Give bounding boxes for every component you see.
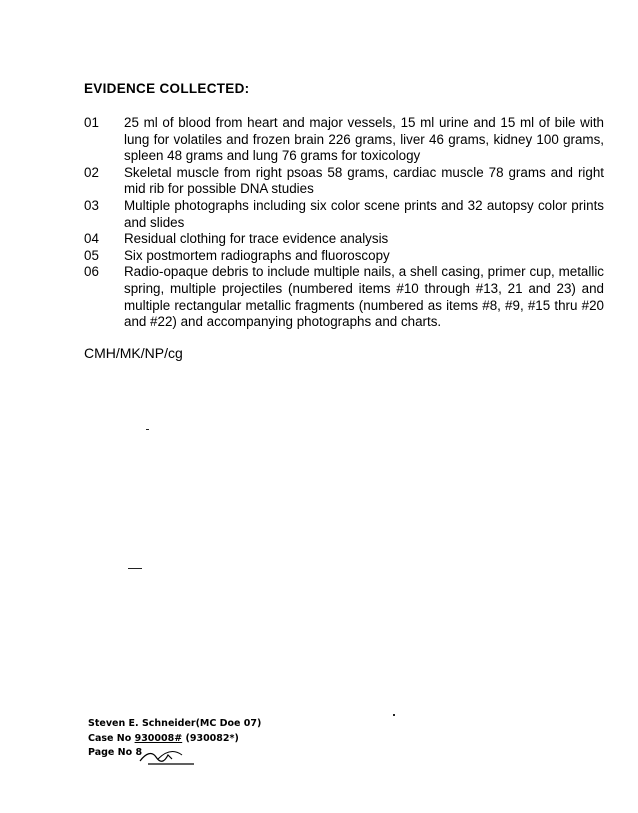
evidence-item (84, 248, 604, 265)
item-number: 04 (84, 231, 99, 247)
scan-artifact (128, 568, 142, 569)
evidence-item (84, 165, 604, 198)
section-heading: EVIDENCE COLLECTED: (84, 81, 250, 96)
page-number: Page No 8 (88, 747, 143, 758)
item-number: 03 (84, 197, 99, 213)
typist-initials: CMH/MK/NP/cg (84, 345, 183, 361)
case-number-line (88, 732, 261, 747)
evidence-item (84, 115, 604, 165)
item-number: 02 (84, 164, 99, 180)
item-description: Skeletal muscle from right psoas 58 grams, cardiac muscle 78 grams and right mid rib for possible DNA studies (124, 164, 604, 197)
case-alt-number: (930082*) (182, 732, 239, 744)
scan-artifact (393, 714, 395, 716)
item-description: Residual clothing for trace evidence analysis (124, 231, 389, 247)
evidence-item (84, 231, 604, 248)
evidence-list (84, 115, 604, 331)
scan-artifact (146, 429, 149, 430)
case-number: 930008# (134, 732, 183, 744)
item-number: 01 (84, 115, 99, 130)
case-label: Case No (88, 732, 135, 744)
item-description: Multiple photographs including six color scene prints and 32 autopsy color prints and slides (124, 197, 604, 230)
evidence-item (84, 198, 604, 231)
evidence-item (84, 264, 604, 330)
initials-signature (138, 747, 198, 767)
examiner-name: Steven E. Schneider(MC Doe 07) (88, 718, 262, 729)
item-number: 06 (84, 264, 99, 280)
item-description: Radio-opaque debris to include multiple nails, a shell casing, primer cup, metallic spring, multiple projectiles (numbered items #10 through #13, 21 and 23) and multiple rectangular metallic fragments (numbered as items #8, #9, #15 thru #20 and #22) and accompanying photographs and charts. (124, 264, 604, 330)
item-description: 25 ml of blood from heart and major vessels, 15 ml urine and 15 ml of bile with lung for volatiles and frozen brain 226 grams, liver 46 grams, kidney 100 grams, spleen 48 grams and lung 76 grams for toxicology (124, 115, 604, 164)
item-number: 05 (84, 247, 99, 263)
item-description: Six postmortem radiographs and fluoroscopy (124, 247, 390, 263)
